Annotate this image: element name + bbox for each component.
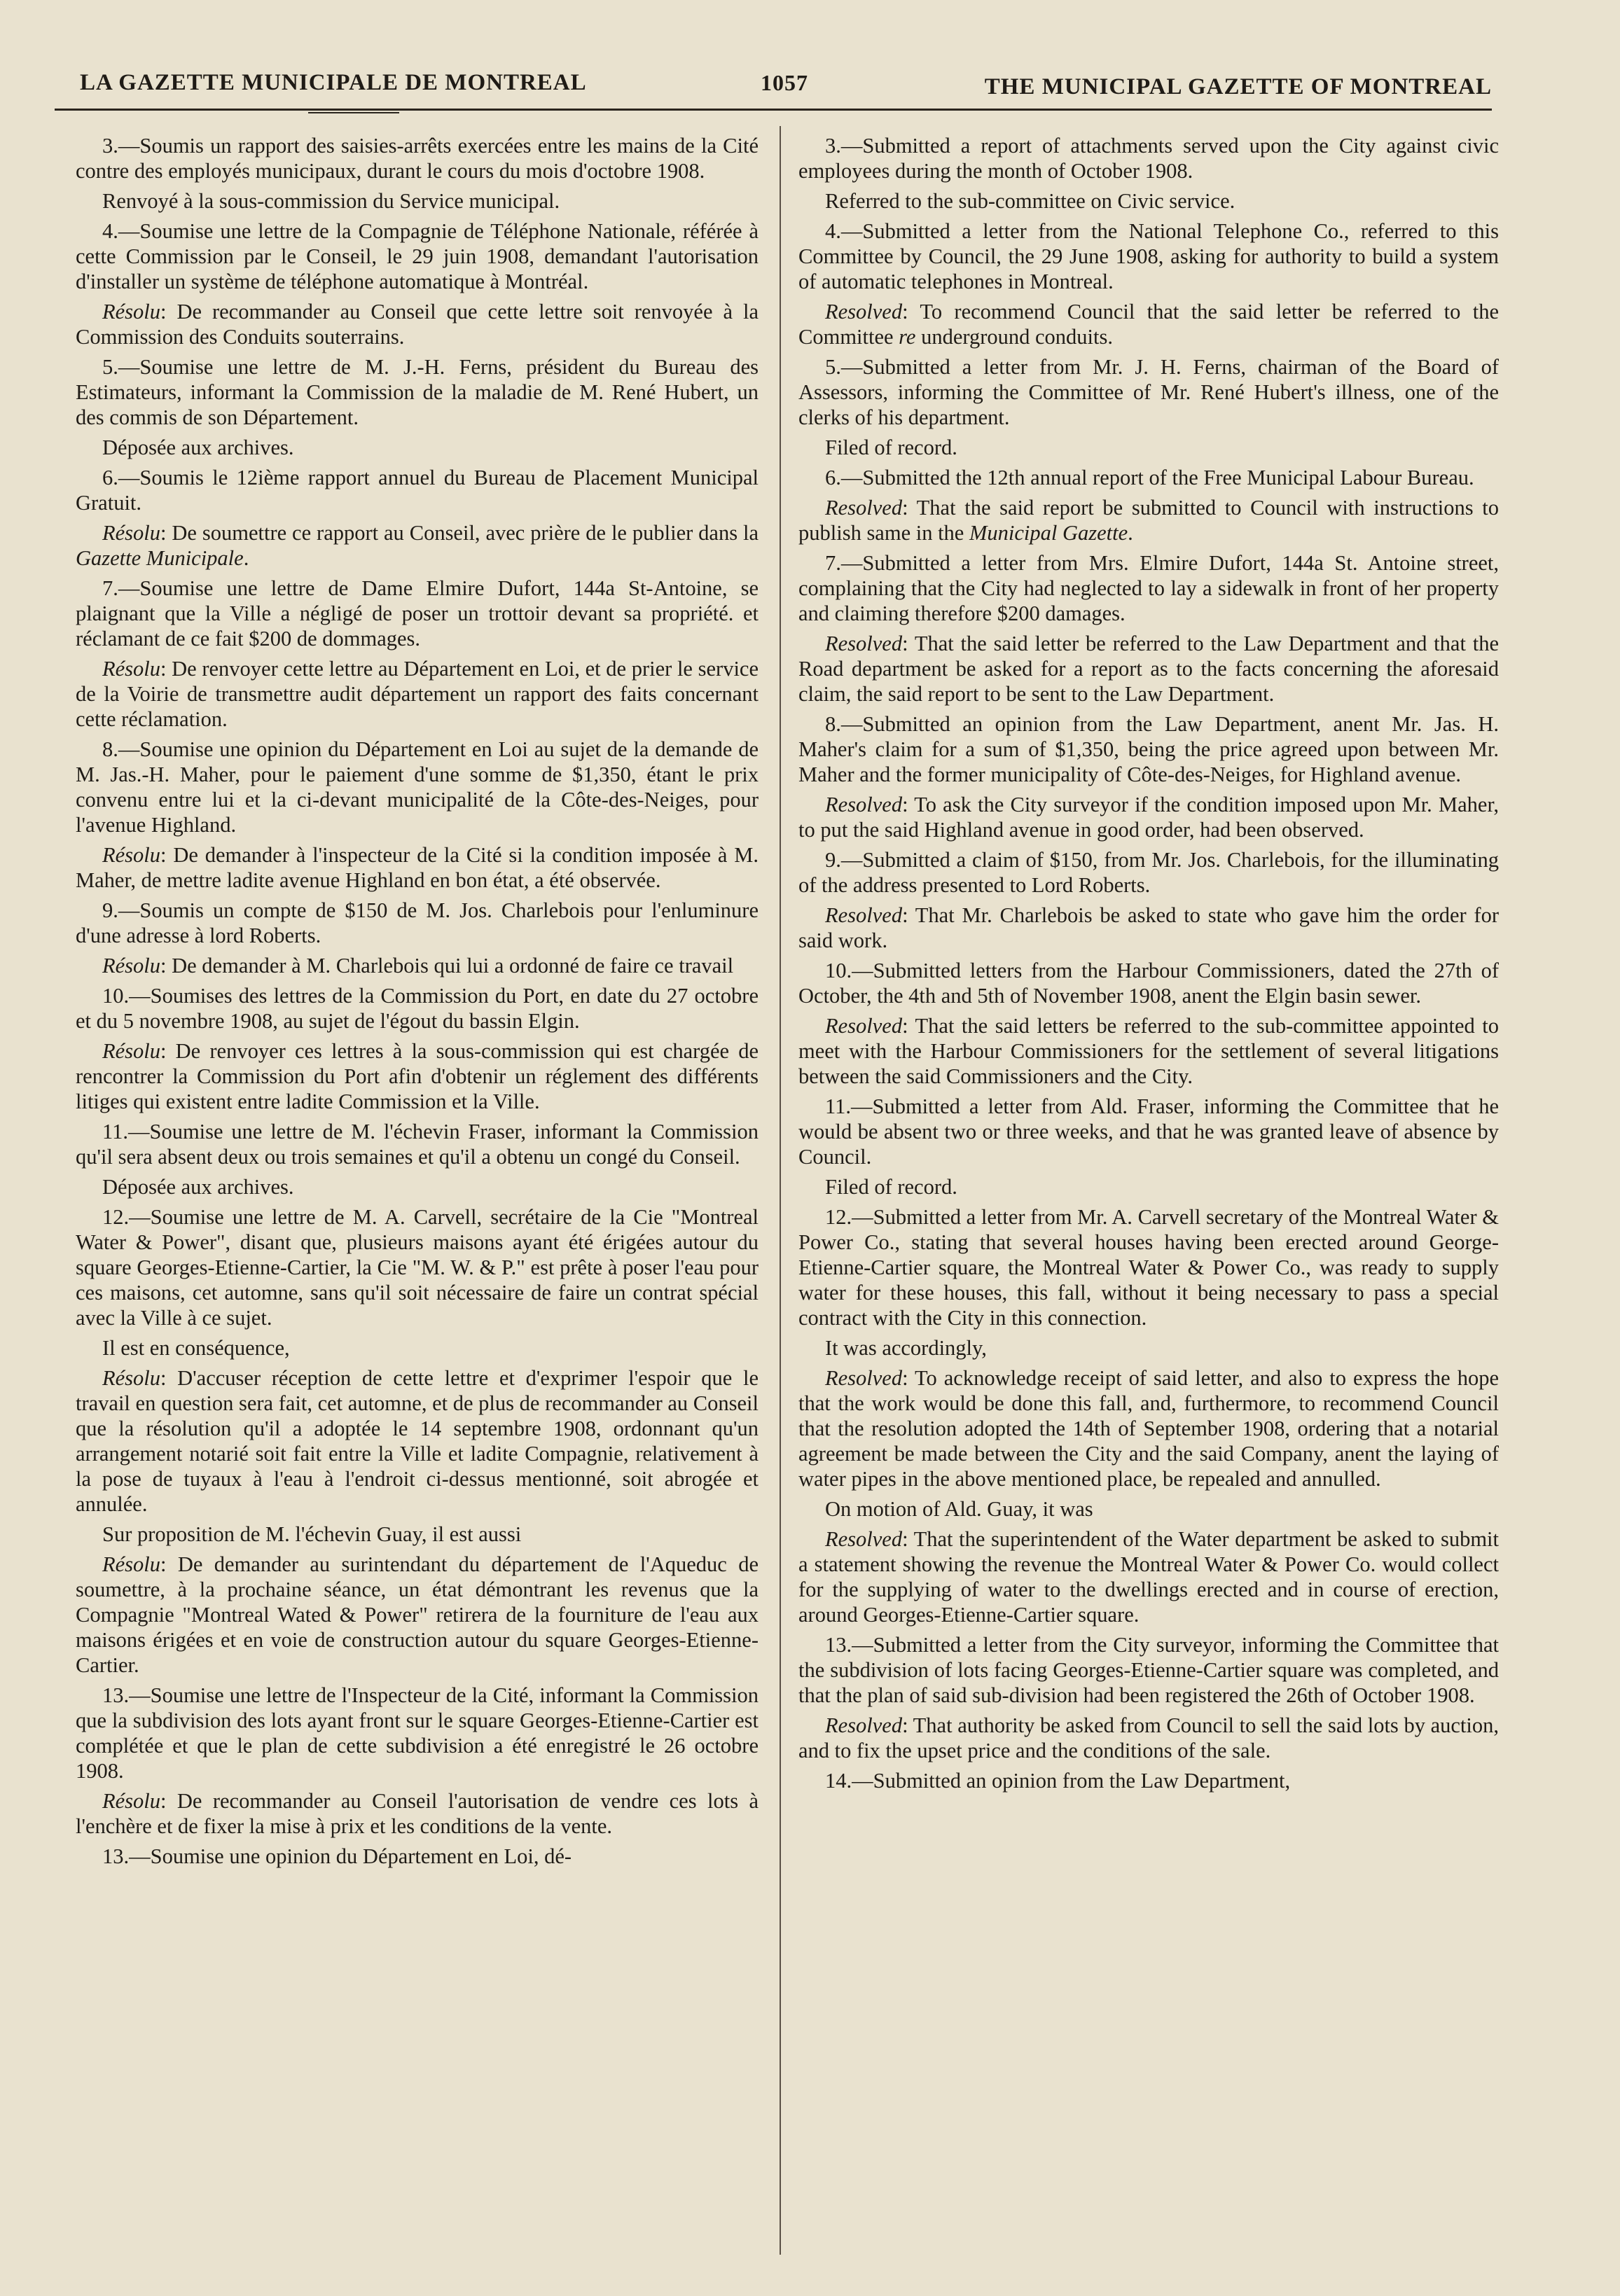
italic-text: re <box>899 325 916 349</box>
paragraph-text: 4.—Soumise une lettre de la Compagnie de Téléphone Nationale, référée à cette Commission par le Conseil, le 29 juin 1908, demandant l'autorisation d'installer un système de téléphone automatique à Montréal. <box>76 219 759 293</box>
paragraph <box>798 903 1499 953</box>
paragraph <box>76 1335 759 1361</box>
paragraph <box>76 953 759 978</box>
paragraph-text: 8.—Soumise une opinion du Département en Loi au sujet de la demande de M. Jas.-H. Maher, pour le paiement d'une somme de $1,350, étant le prix convenu entre lui et la ci-devant municipalité de la Côte-des-Neiges, pour l'avenue Highland. <box>76 737 759 837</box>
paragraph <box>798 958 1499 1008</box>
column-divider <box>780 126 781 2255</box>
resolution-lead: Résolu <box>102 1789 161 1813</box>
paragraph-text: On motion of Ald. Guay, it was <box>825 1497 1093 1521</box>
paragraph <box>798 550 1499 626</box>
french-title: LA GAZETTE MUNICIPALE DE MONTREAL <box>80 70 587 95</box>
paragraph-text: : That the superintendent of the Water department be asked to submit a statement showing the revenue the Montreal Water & Power Co. would collect for the supplying of water to the dwellings erected and in course of erection, around Georges-Etienne-Cartier square. <box>798 1527 1499 1627</box>
paragraph-text: : To ask the City surveyor if the condition imposed upon Mr. Maher, to put the said Highland avenue in good order, had been observed. <box>798 793 1499 842</box>
paragraph <box>798 1013 1499 1089</box>
paragraph <box>798 1496 1499 1522</box>
paragraph <box>76 1038 759 1114</box>
paragraph-text: 14.—Submitted an opinion from the Law Department, <box>825 1769 1291 1793</box>
paragraph-text: 3.—Soumis un rapport des saisies-arrêts exercées entre les mains de la Cité contre des employés municipaux, durant le cours du mois d'octobre 1908. <box>76 134 759 183</box>
paragraph-text: 12.—Soumise une lettre de M. A. Carvell, secrétaire de la Cie "Montreal Water & Power", disant que, plusieurs maisons ayant été érigées autour du square Georges-Etienne-Cartier, la Cie "M. W. & P." est prête à poser l'eau pour ces maisons, cet automne, sans qu'il soit nécessaire de faire un contrat spécial avec la Ville à ce sujet. <box>76 1205 759 1330</box>
italic-text: Municipal Gazette <box>969 521 1128 545</box>
paragraph <box>76 133 759 183</box>
paragraph-text: : De renvoyer ces lettres à la sous-commission qui est chargée de rencontrer la Commission du Port afin d'obtenir un réglement des différents litiges qui existent entre ladite Commission et la Ville. <box>76 1039 759 1113</box>
paragraph-text: : To recommend Council that the said letter be referred to the Committee <box>798 300 1499 349</box>
paragraph <box>798 792 1499 842</box>
paragraph-text: : De demander au surintendant du département de l'Aqueduc de soumettre, à la prochaine séance, un état démontrant les revenus que la Compagnie "Montreal Wated & Power" retirera de la fourniture de l'eau aux maisons érigées et en voie de construction autour du square Georges-Etienne-Cartier. <box>76 1552 759 1677</box>
paragraph-text: 9.—Submitted a claim of $150, from Mr. Jos. Charlebois, for the illuminating of the address presented to Lord Roberts. <box>798 848 1499 897</box>
english-title: THE MUNICIPAL GAZETTE OF MONTREAL <box>984 74 1492 99</box>
paragraph <box>76 299 759 349</box>
paragraph-text: : De soumettre ce rapport au Conseil, avec prière de le publier dans la <box>160 521 759 545</box>
paragraph-text: Renvoyé à la sous-commission du Service municipal. <box>102 189 560 213</box>
page-header <box>55 64 1492 105</box>
paragraph-text: 10.—Soumises des lettres de la Commission du Port, en date du 27 octobre et du 5 novembre 1908, au sujet de l'égout du bassin Elgin. <box>76 984 759 1033</box>
resolution-lead: Resolved <box>825 903 903 927</box>
paragraph <box>76 1522 759 1547</box>
paragraph <box>76 576 759 651</box>
paragraph <box>76 1844 759 1869</box>
paragraph-text: Déposée aux archives. <box>102 1175 294 1199</box>
paragraph <box>76 435 759 460</box>
paragraph <box>76 1365 759 1517</box>
paragraph <box>798 1632 1499 1708</box>
paragraph-text: Déposée aux archives. <box>102 436 294 459</box>
paragraph <box>798 1526 1499 1627</box>
paragraph <box>798 218 1499 294</box>
header-rule <box>55 109 1492 111</box>
resolution-lead: Resolved <box>825 300 903 323</box>
resolution-lead: Résolu <box>102 521 161 545</box>
paragraph-text: 5.—Soumise une lettre de M. J.-H. Ferns, président du Bureau des Estimateurs, informant la Commission de la maladie de M. René Hubert, un des commis de son Département. <box>76 355 759 429</box>
resolution-lead: Résolu <box>102 1366 161 1390</box>
paragraph-text: : To acknowledge receipt of said letter, and also to express the hope that the work would be done this fall, and, furthermore, to recommend Council that the resolution adopted the 14th of September 1908, ordering that a notarial agreement be made between the City and the said Company, anent the laying of water pipes in the above mentioned place, be repealed and annulled. <box>798 1366 1499 1491</box>
paragraph-text: : That the said letters be referred to the sub-committee appointed to meet with the Harbour Commissioners for the settlement of several litigations between the said Commissioners and the City. <box>798 1014 1499 1088</box>
paragraph <box>76 737 759 837</box>
paragraph-text: 11.—Submitted a letter from Ald. Fraser, informing the Committee that he would be absent two or three weeks, and that he was granted leave of absence by Council. <box>798 1094 1499 1169</box>
paragraph-text: 5.—Submitted a letter from Mr. J. H. Ferns, chairman of the Board of Assessors, informing the Committee of Mr. René Hubert's illness, one of the clerks of his department. <box>798 355 1499 429</box>
paragraph <box>798 1768 1499 1793</box>
paragraph-text: 10.—Submitted letters from the Harbour Commissioners, dated the 27th of October, the 4th and 5th of November 1908, anent the Elgin basin sewer. <box>798 959 1499 1008</box>
header-rule-accent <box>308 112 399 113</box>
paragraph <box>798 354 1499 430</box>
paragraph <box>798 299 1499 349</box>
paragraph <box>76 1683 759 1783</box>
paragraph-text: : That the said report be submitted to Council with instructions to publish same in the <box>798 496 1499 545</box>
paragraph-text: : De demander à l'inspecteur de la Cité si la condition imposée à M. Maher, de mettre ladite avenue Highland en bon état, a été observée. <box>76 843 759 892</box>
paragraph <box>798 1713 1499 1763</box>
page-number: 1057 <box>761 70 808 95</box>
resolution-lead: Résolu <box>102 657 161 681</box>
paragraph <box>798 1365 1499 1491</box>
paragraph-text: Filed of record. <box>825 1175 957 1199</box>
paragraph <box>76 1788 759 1839</box>
paragraph <box>76 842 759 893</box>
paragraph-text: : De renvoyer cette lettre au Département en Loi, et de prier le service de la Voirie de transmettre audit département un rapport des faits concernant cette réclamation. <box>76 657 759 731</box>
paragraph-text: 9.—Soumis un compte de $150 de M. Jos. Charlebois pour l'enluminure d'une adresse à lord Roberts. <box>76 898 759 947</box>
paragraph-text: : That the said letter be referred to the Law Department and that the Road department be asked for a report as to the facts concerning the aforesaid claim, the said report to be sent to the Law Department. <box>798 632 1499 706</box>
paragraph <box>798 847 1499 898</box>
paragraph <box>798 711 1499 787</box>
paragraph <box>76 354 759 430</box>
french-column <box>76 133 759 2276</box>
resolution-lead: Résolu <box>102 1039 161 1063</box>
paragraph-text: 7.—Submitted a letter from Mrs. Elmire Dufort, 144a St. Antoine street, complaining that the City had neglected to lay a sidewalk in front of her property and claiming therefore $200 damages. <box>798 551 1499 625</box>
paragraph-text: : That authority be asked from Council to sell the said lots by auction, and to fix the upset price and the conditions of the sale. <box>798 1713 1499 1762</box>
paragraph <box>798 631 1499 707</box>
resolution-lead: Résolu <box>102 843 161 867</box>
paragraph <box>798 133 1499 183</box>
paragraph-text: Referred to the sub-committee on Civic service. <box>825 189 1235 213</box>
resolution-lead: Resolved <box>825 1014 903 1038</box>
paragraph-text: : De demander à M. Charlebois qui lui a ordonné de faire ce travail <box>160 954 734 977</box>
paragraph <box>76 656 759 732</box>
paragraph-text: 6.—Submitted the 12th annual report of the Free Municipal Labour Bureau. <box>825 466 1474 489</box>
paragraph-tail: . <box>243 546 249 570</box>
paragraph-text: 13.—Soumise une lettre de l'Inspecteur de la Cité, informant la Commission que la subdivision des lots ayant front sur le square Georges-Etienne-Cartier est complétée et que le plan de cette subdivision a été enregistré le 26 octobre 1908. <box>76 1683 759 1783</box>
paragraph <box>798 1094 1499 1169</box>
resolution-lead: Résolu <box>102 954 161 977</box>
paragraph-text: Il est en conséquence, <box>102 1336 290 1360</box>
paragraph <box>76 188 759 214</box>
paragraph-text: 12.—Submitted a letter from Mr. A. Carvell secretary of the Montreal Water & Power Co., stating that several houses having been erected around George-Etienne-Cartier square, the Montreal Water & Power Co., was ready to supply water for these houses, this fall, without it being necessary to pass a special contract with the City in this connection. <box>798 1205 1499 1330</box>
paragraph-text: Filed of record. <box>825 436 957 459</box>
paragraph-text: It was accordingly, <box>825 1336 987 1360</box>
paragraph <box>76 1204 759 1330</box>
italic-text: Gazette Municipale <box>76 546 244 570</box>
paragraph-text: : D'accuser réception de cette lettre et d'exprimer l'espoir que le travail en question sera fait, cet automne, et de plus de recommander au Conseil que la résolution qu'il a adoptée le 14 septembre 1908, ordonnant qu'un arrangement notarié soit fait entre la Ville et ladite Compagnie, relativement à la pose de tuyaux à l'eau à l'endroit ci-dessus mentionné, soit abrogée et annulée. <box>76 1366 759 1516</box>
paragraph-tail: underground conduits. <box>915 325 1113 349</box>
paragraph-text: 8.—Submitted an opinion from the Law Department, anent Mr. Jas. H. Maher's claim for a sum of $1,350, being the price agreed upon between Mr. Maher and the former municipality of Côte-des-Neiges, for Highland avenue. <box>798 712 1499 786</box>
paragraph <box>798 1174 1499 1199</box>
paragraph <box>76 218 759 294</box>
paragraph-text: : De recommander au Conseil que cette lettre soit renvoyée à la Commission des Conduits souterrains. <box>76 300 759 349</box>
paragraph <box>76 465 759 515</box>
resolution-lead: Resolved <box>825 1527 903 1551</box>
resolution-lead: Resolved <box>825 496 903 520</box>
paragraph <box>798 188 1499 214</box>
paragraph <box>798 435 1499 460</box>
paragraph <box>76 898 759 948</box>
paragraph-tail: . <box>1128 521 1133 545</box>
resolution-lead: Resolved <box>825 1713 903 1737</box>
resolution-lead: Resolved <box>825 1366 903 1390</box>
paragraph-text: 3.—Submitted a report of attachments served upon the City against civic employees during the month of October 1908. <box>798 134 1499 183</box>
paragraph-text: : That Mr. Charlebois be asked to state who gave him the order for said work. <box>798 903 1499 952</box>
paragraph-text: 13.—Submitted a letter from the City surveyor, informing the Committee that the subdivision of lots facing Georges-Etienne-Cartier square was completed, and that the plan of said sub-division had been registered the 26th of October 1908. <box>798 1633 1499 1707</box>
paragraph-text: 6.—Soumis le 12ième rapport annuel du Bureau de Placement Municipal Gratuit. <box>76 466 759 515</box>
paragraph-text: Sur proposition de M. l'échevin Guay, il est aussi <box>102 1522 522 1546</box>
resolution-lead: Résolu <box>102 1552 161 1576</box>
paragraph-text: : De recommander au Conseil l'autorisation de vendre ces lots à l'enchère et de fixer la mise à prix et les conditions de la vente. <box>76 1789 759 1838</box>
paragraph-text: 4.—Submitted a letter from the National Telephone Co., referred to this Committee by Council, the 29 June 1908, asking for authority to build a system of automatic telephones in Montreal. <box>798 219 1499 293</box>
resolution-lead: Resolved <box>825 632 903 655</box>
paragraph <box>76 1119 759 1169</box>
resolution-lead: Résolu <box>102 300 161 323</box>
paragraph <box>76 520 759 571</box>
paragraph-text: 11.—Soumise une lettre de M. l'échevin Fraser, informant la Commission qu'il sera absent deux ou trois semaines et qu'il a obtenu un congé du Conseil. <box>76 1120 759 1169</box>
paragraph <box>76 983 759 1034</box>
resolution-lead: Resolved <box>825 793 903 816</box>
paragraph <box>76 1174 759 1199</box>
paragraph <box>798 1204 1499 1330</box>
english-column <box>798 133 1499 2276</box>
paragraph <box>798 495 1499 545</box>
paragraph <box>798 465 1499 490</box>
paragraph-text: 7.—Soumise une lettre de Dame Elmire Dufort, 144a St-Antoine, se plaignant que la Ville a négligé de poser un trottoir devant sa propriété. et réclamant de ce fait $200 de dommages. <box>76 576 759 650</box>
paragraph-text: 13.—Soumise une opinion du Département en Loi, dé- <box>102 1844 572 1868</box>
paragraph <box>798 1335 1499 1361</box>
paragraph <box>76 1552 759 1678</box>
